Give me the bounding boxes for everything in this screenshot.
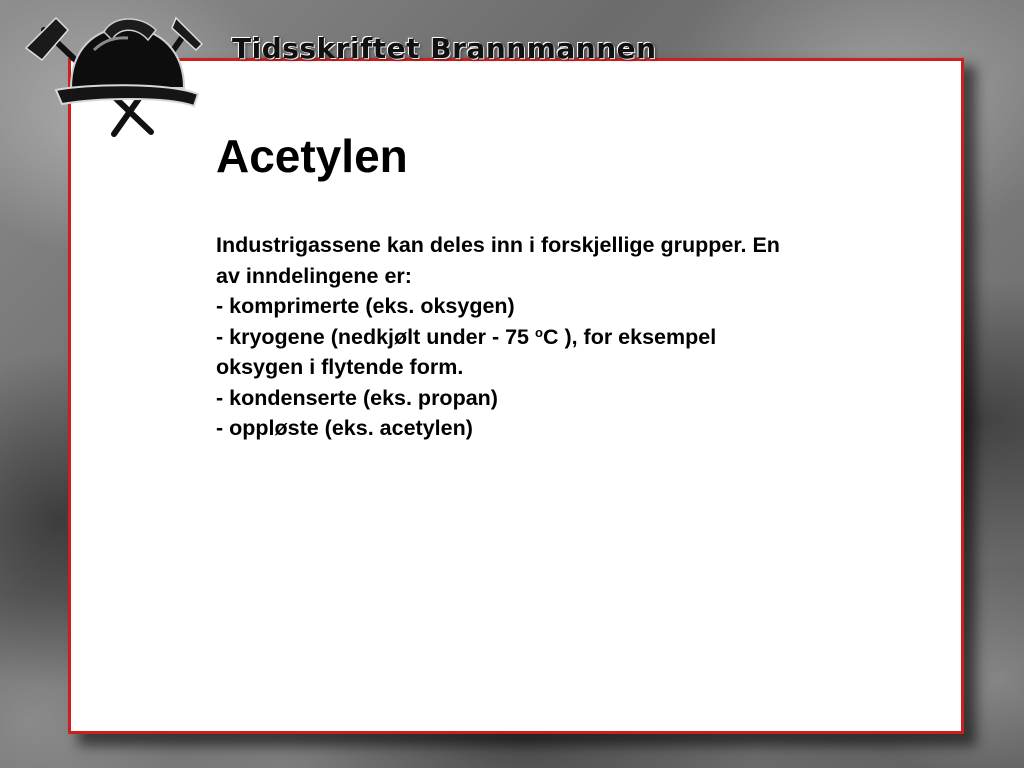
list-item-dissolved: - oppløste (eks. acetylen) xyxy=(216,416,473,440)
cryogenic-text-suffix: C ), for eksempel xyxy=(542,324,717,349)
cryogenic-text-prefix: - kryogene (nedkjølt under - 75 xyxy=(216,324,535,349)
list-item-cryogenic xyxy=(216,322,906,353)
publication-title: Tidsskriftet Brannmannen xyxy=(232,32,657,65)
slide-title: Acetylen xyxy=(216,130,408,182)
firefighter-helmet-crossed-axes-icon xyxy=(16,10,206,145)
list-item-condensed: - kondenserte (eks. propan) xyxy=(216,385,498,410)
intro-line-2: av inndelingene er: xyxy=(216,263,412,288)
intro-line-1: Industrigassene kan deles inn i forskjellige grupper. En xyxy=(216,233,780,257)
list-item-compressed: - komprimerte (eks. oksygen) xyxy=(216,294,515,318)
slide-body xyxy=(216,230,906,444)
list-item-cryogenic-continued: oksygen i flytende form. xyxy=(216,355,464,379)
degree-superscript: o xyxy=(534,324,543,340)
